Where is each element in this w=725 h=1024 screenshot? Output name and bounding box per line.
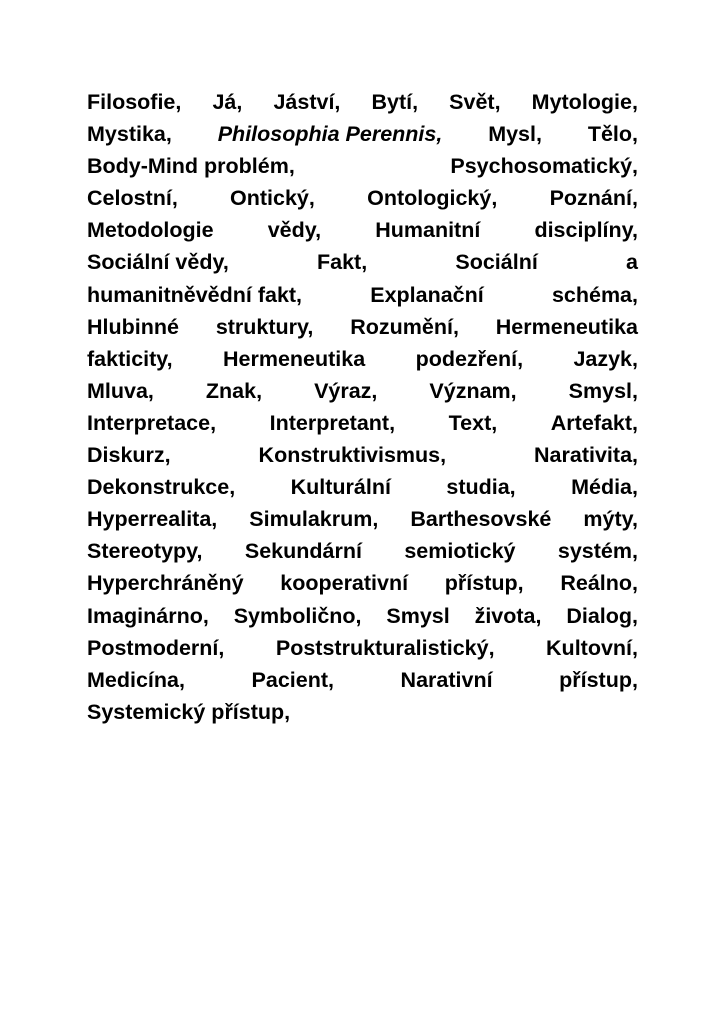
keyword-line	[87, 86, 638, 118]
keyword-line	[87, 375, 638, 407]
keyword-term: Hermeneutika	[223, 346, 366, 371]
keyword-term: Bytí,	[371, 90, 419, 114]
keyword-term: Kulturální	[290, 475, 391, 500]
keyword-term: Philosophia Perennis,	[217, 122, 443, 147]
keyword-term: Smysl	[386, 603, 450, 628]
keyword-term: Celostní,	[87, 186, 178, 211]
keyword-term: Jazyk,	[573, 346, 638, 371]
keyword-term: Dekonstrukce,	[87, 475, 236, 500]
keyword-line	[87, 567, 638, 599]
keyword-term: Simulakrum,	[249, 507, 379, 532]
keyword-term: Mysl,	[488, 122, 542, 147]
keyword-term: Pacient,	[251, 667, 334, 692]
keyword-term: mýty,	[583, 507, 638, 532]
keyword-term: vědy,	[267, 218, 322, 243]
keyword-line	[87, 600, 638, 632]
keyword-term: Diskurz,	[87, 443, 171, 468]
keyword-line	[87, 118, 638, 150]
keyword-term: Medicína,	[87, 667, 185, 692]
keyword-term: Text,	[448, 410, 498, 435]
keyword-term: Tělo,	[587, 122, 638, 147]
keyword-term: přístup,	[444, 571, 524, 596]
keyword-list	[87, 86, 638, 728]
keyword-line	[87, 632, 638, 664]
keyword-term: Sociální vědy,	[87, 250, 229, 275]
keyword-term: Filosofie,	[87, 90, 182, 114]
keyword-line	[87, 246, 638, 278]
keyword-term: Metodologie	[87, 218, 214, 243]
keyword-term: Poststrukturalistický,	[275, 635, 495, 660]
keyword-line	[87, 150, 638, 182]
keyword-term: Dialog,	[566, 603, 638, 628]
keyword-term: Mluva,	[87, 378, 154, 403]
keyword-term: Hlubinné	[87, 314, 179, 339]
keyword-term: semiotický	[404, 539, 516, 564]
keyword-line	[87, 182, 638, 214]
keyword-term: Jáství,	[273, 90, 341, 114]
keyword-term: Ontický,	[230, 186, 315, 211]
keyword-term: Body-Mind problém,	[87, 154, 295, 179]
keyword-line	[87, 439, 638, 471]
keyword-term: Svět,	[449, 90, 501, 114]
keyword-term: Imaginárno,	[87, 603, 209, 628]
keyword-term: Média,	[571, 475, 638, 500]
keyword-term: Symbolično,	[233, 603, 362, 628]
keyword-term: Reálno,	[560, 571, 638, 596]
keyword-term: Mytologie,	[531, 90, 638, 114]
keyword-line	[87, 503, 638, 535]
keyword-term: Já,	[212, 90, 243, 114]
keyword-term: Hyperrealita,	[87, 507, 218, 532]
keyword-term: fakticity,	[87, 346, 173, 371]
keyword-term: Sekundární	[244, 539, 362, 564]
keyword-term: disciplíny,	[534, 218, 638, 243]
keyword-term: Interpretant,	[269, 410, 396, 435]
keyword-term: a	[626, 250, 638, 275]
keyword-term: Systemický přístup,	[87, 699, 291, 724]
keyword-line	[87, 214, 638, 246]
keyword-term: Postmoderní,	[87, 635, 225, 660]
keyword-term: Význam,	[429, 378, 517, 403]
keyword-term: Smysl,	[568, 378, 638, 403]
keyword-term: struktury,	[215, 314, 314, 339]
keyword-term: Ontologický,	[367, 186, 498, 211]
keyword-term: Sociální	[455, 250, 538, 275]
keyword-term: Artefakt,	[550, 410, 638, 435]
keyword-term: Hyperchráněný	[87, 571, 244, 596]
keyword-line	[87, 471, 638, 503]
keyword-line	[87, 343, 638, 375]
keyword-term: Znak,	[205, 378, 263, 403]
keyword-term: systém,	[557, 539, 638, 564]
keyword-term: Kultovní,	[546, 635, 638, 660]
keyword-line	[87, 535, 638, 567]
keyword-term: Fakt,	[317, 250, 368, 275]
keyword-term: přístup,	[559, 667, 638, 692]
keyword-term: Hermeneutika	[495, 314, 638, 339]
keyword-term: Stereotypy,	[87, 539, 203, 564]
keyword-term: Mystika,	[87, 122, 172, 147]
keyword-term: Interpretace,	[87, 410, 217, 435]
keyword-term: Narativita,	[534, 443, 638, 468]
keyword-term: života,	[474, 603, 542, 628]
keyword-term: kooperativní	[280, 571, 409, 596]
keyword-term: Barthesovské	[410, 507, 552, 532]
keyword-term: Explanační	[370, 282, 484, 307]
keyword-term: Psychosomatický,	[450, 154, 638, 179]
keyword-term: studia,	[446, 475, 516, 500]
keyword-term: humanitněvědní fakt,	[87, 282, 303, 307]
keyword-line	[87, 311, 638, 343]
keyword-term: schéma,	[551, 282, 638, 307]
keyword-term: Výraz,	[314, 378, 378, 403]
keyword-line	[87, 407, 638, 439]
keyword-line	[87, 664, 638, 696]
keyword-line	[87, 696, 638, 728]
keyword-term: Humanitní	[375, 218, 481, 243]
keyword-term: Narativní	[400, 667, 493, 692]
keyword-line	[87, 279, 638, 311]
keyword-term: Konstruktivismus,	[258, 443, 447, 468]
keyword-term: Poznání,	[549, 186, 638, 211]
keyword-term: Rozumění,	[350, 314, 459, 339]
keyword-term: podezření,	[415, 346, 524, 371]
